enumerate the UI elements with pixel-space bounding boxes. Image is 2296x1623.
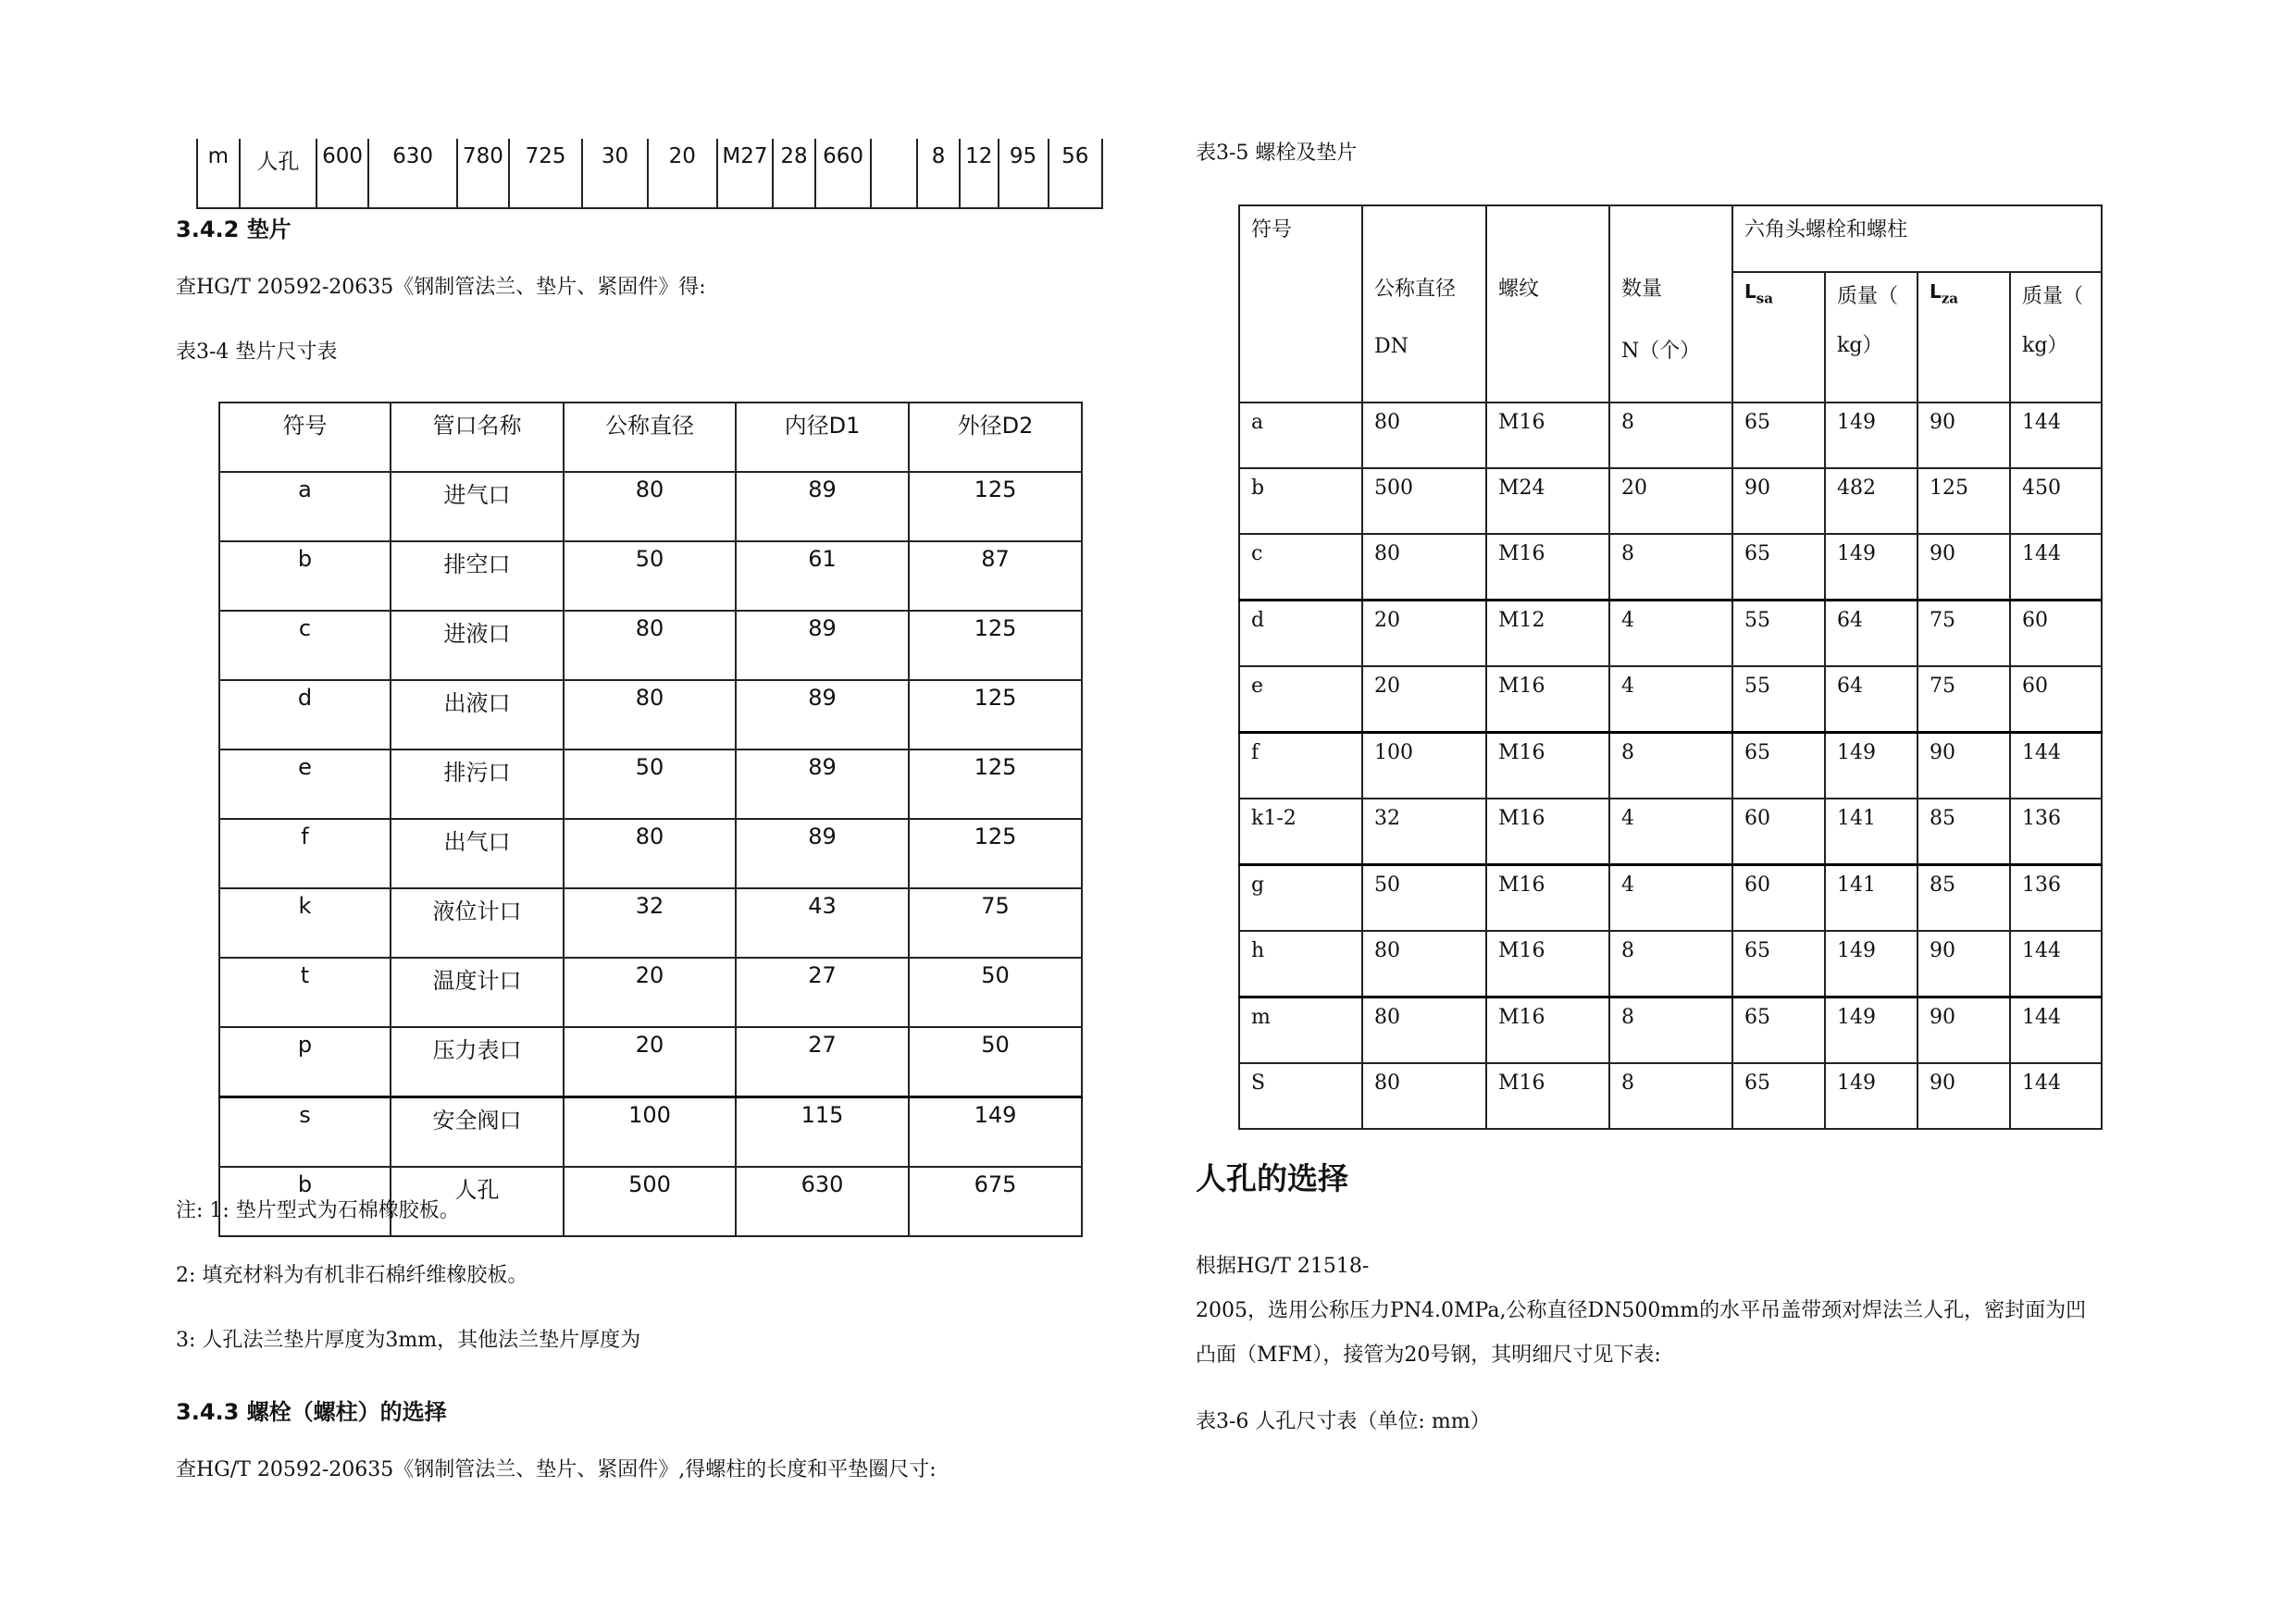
header-lsa-sub: sa bbox=[1756, 290, 1773, 307]
manhole-paragraph-line-2: 2005，选用公称压力PN4.0MPa,公称直径DN500mm的水平吊盖带颈对焊法兰人孔，密封面为凹 bbox=[1196, 1299, 2087, 1322]
table-cell: 144 bbox=[2010, 534, 2102, 601]
table-row bbox=[1239, 534, 2102, 601]
header-quantity-line-1: 数量 bbox=[1621, 278, 1663, 301]
header-mass-1-line-1: 质量（ bbox=[1837, 285, 1899, 309]
table-cell: 144 bbox=[2010, 931, 2102, 997]
header-symbol-text: 符号 bbox=[1251, 218, 1293, 242]
table-cell: 4 bbox=[1609, 799, 1732, 865]
table-row bbox=[1239, 997, 2102, 1064]
table-cell: 64 bbox=[1825, 666, 1917, 733]
table-header-row bbox=[219, 403, 1082, 472]
header-lza-sub: za bbox=[1941, 290, 1958, 307]
table-cell: 4 bbox=[1609, 865, 1732, 932]
table-row bbox=[1239, 403, 2102, 468]
header-lza-main: L bbox=[1930, 280, 1942, 304]
table-cell: 8 bbox=[1609, 1063, 1732, 1129]
table-cell: g bbox=[1239, 865, 1362, 932]
table-cell: M16 bbox=[1486, 931, 1609, 997]
table-cell: 32 bbox=[564, 888, 736, 958]
table-cell: 压力表口 bbox=[391, 1027, 564, 1097]
table-row bbox=[197, 139, 1102, 208]
table-cell: d bbox=[1239, 601, 1362, 667]
table-cell: 65 bbox=[1732, 534, 1825, 601]
table-cell: 55 bbox=[1732, 601, 1825, 667]
table-cell: 80 bbox=[1362, 534, 1486, 601]
table-cell: 80 bbox=[564, 611, 736, 680]
table-cell: 660 bbox=[815, 139, 871, 208]
table-cell: 8 bbox=[1609, 733, 1732, 799]
table-cell: 87 bbox=[909, 541, 1082, 611]
table-cell: 50 bbox=[909, 1027, 1082, 1097]
table-cell: 89 bbox=[736, 611, 909, 680]
table-cell: 80 bbox=[564, 680, 736, 750]
table-row bbox=[219, 958, 1082, 1027]
table-cell: 出液口 bbox=[391, 680, 564, 750]
table-cell: M16 bbox=[1486, 403, 1609, 468]
table-cell: a bbox=[219, 472, 391, 541]
table-cell: 8 bbox=[1609, 997, 1732, 1064]
table-cell: 144 bbox=[2010, 403, 2102, 468]
table-cell: 27 bbox=[736, 1027, 909, 1097]
table-cell: 125 bbox=[909, 750, 1082, 819]
table-cell: 65 bbox=[1732, 733, 1825, 799]
table-cell: 75 bbox=[909, 888, 1082, 958]
table-cell: 115 bbox=[736, 1097, 909, 1168]
table-cell: 75 bbox=[1917, 666, 2010, 733]
table-cell: 80 bbox=[564, 819, 736, 888]
table-row bbox=[219, 611, 1082, 680]
table-cell: 27 bbox=[736, 958, 909, 1027]
table-cell: 90 bbox=[1917, 403, 2010, 468]
table-cell: 149 bbox=[1825, 733, 1917, 799]
table-cell: 90 bbox=[1917, 733, 2010, 799]
table-cell: 95 bbox=[999, 139, 1049, 208]
table-cell: 630 bbox=[368, 139, 457, 208]
table-cell: M16 bbox=[1486, 666, 1609, 733]
table-cell: 出气口 bbox=[391, 819, 564, 888]
table-cell: M12 bbox=[1486, 601, 1609, 667]
table-cell: M16 bbox=[1486, 733, 1609, 799]
header-hex-bolt-group bbox=[1732, 205, 2102, 272]
table-cell: 65 bbox=[1732, 403, 1825, 468]
manhole-dimension-row-table bbox=[196, 139, 1103, 209]
manhole-paragraph-line-3: 凸面（MFM），接管为20号钢，其明细尺寸见下表: bbox=[1196, 1344, 1661, 1367]
table-cell: 65 bbox=[1732, 997, 1825, 1064]
table-cell: 85 bbox=[1917, 799, 2010, 865]
table-row bbox=[219, 1027, 1082, 1097]
table-cell: 60 bbox=[2010, 666, 2102, 733]
table-cell: 450 bbox=[2010, 468, 2102, 534]
section-heading-3-4-2: 3.4.2 垫片 bbox=[176, 217, 292, 242]
header-dn-line-1: 公称直径 bbox=[1374, 278, 1457, 301]
table-cell: 8 bbox=[1609, 931, 1732, 997]
table-row bbox=[219, 680, 1082, 750]
table-cell: 进液口 bbox=[391, 611, 564, 680]
table-cell: 144 bbox=[2010, 733, 2102, 799]
table-cell: d bbox=[219, 680, 391, 750]
table-cell: 液位计口 bbox=[391, 888, 564, 958]
table-cell: 600 bbox=[316, 139, 368, 208]
table-cell: 85 bbox=[1917, 865, 2010, 932]
table-row bbox=[219, 541, 1082, 611]
table-cell: b bbox=[219, 541, 391, 611]
table-cell: s bbox=[219, 1097, 391, 1168]
table-cell: 144 bbox=[2010, 997, 2102, 1064]
table-row bbox=[1239, 1063, 2102, 1129]
table-cell: 温度计口 bbox=[391, 958, 564, 1027]
table-cell: 64 bbox=[1825, 601, 1917, 667]
header-thread bbox=[1486, 205, 1609, 403]
header-thread-text: 螺纹 bbox=[1498, 278, 1540, 301]
table-cell: k1-2 bbox=[1239, 799, 1362, 865]
section-heading-3-4-3: 3.4.3 螺栓（螺柱）的选择 bbox=[176, 1399, 447, 1425]
table-cell: 20 bbox=[1362, 666, 1486, 733]
header-mass-2-line-2: kg） bbox=[2022, 334, 2068, 358]
table-header-cell: 管口名称 bbox=[391, 403, 564, 472]
table-row bbox=[1239, 601, 2102, 667]
table-cell: 43 bbox=[736, 888, 909, 958]
table-cell: c bbox=[1239, 534, 1362, 601]
table-row bbox=[1239, 468, 2102, 534]
table-cell: 125 bbox=[909, 472, 1082, 541]
table-cell: M16 bbox=[1486, 1063, 1609, 1129]
table-cell: 60 bbox=[2010, 601, 2102, 667]
table-cell: 人孔 bbox=[240, 139, 316, 208]
table-cell: 141 bbox=[1825, 799, 1917, 865]
table-header-cell: 符号 bbox=[219, 403, 391, 472]
table-row bbox=[219, 888, 1082, 958]
reference-paragraph-2: 查HG/T 20592-20635《钢制管法兰、垫片、紧固件》,得螺柱的长度和平垫圈尺寸: bbox=[176, 1458, 937, 1481]
table-cell: 80 bbox=[1362, 931, 1486, 997]
header-dn bbox=[1362, 205, 1486, 403]
table-cell: 149 bbox=[1825, 997, 1917, 1064]
table-cell: 50 bbox=[564, 541, 736, 611]
header-quantity-line-2: N（个） bbox=[1621, 340, 1701, 363]
table-row bbox=[1239, 799, 2102, 865]
table-cell: 60 bbox=[1732, 865, 1825, 932]
table-cell: 80 bbox=[564, 472, 736, 541]
table-cell: p bbox=[219, 1027, 391, 1097]
table-cell: 20 bbox=[648, 139, 717, 208]
table-cell: 55 bbox=[1732, 666, 1825, 733]
table-cell: 61 bbox=[736, 541, 909, 611]
header-hex-bolt-text: 六角头螺栓和螺柱 bbox=[1744, 218, 1908, 242]
table-cell: f bbox=[219, 819, 391, 888]
table-row bbox=[1239, 666, 2102, 733]
table-cell: 149 bbox=[1825, 403, 1917, 468]
table-cell: a bbox=[1239, 403, 1362, 468]
table-cell: 28 bbox=[773, 139, 815, 208]
table-cell: 89 bbox=[736, 472, 909, 541]
header-mass-1-line-2: kg） bbox=[1837, 334, 1883, 358]
table-cell: 630 bbox=[736, 1167, 909, 1236]
bolt-and-gasket-table bbox=[1238, 204, 2103, 1130]
table-cell: 4 bbox=[1609, 666, 1732, 733]
table-cell: m bbox=[197, 139, 240, 208]
table-3-6-caption: 表3-6 人孔尺寸表（单位: mm） bbox=[1196, 1410, 1491, 1433]
table-cell: 进气口 bbox=[391, 472, 564, 541]
table-cell: 125 bbox=[909, 611, 1082, 680]
table-row bbox=[219, 819, 1082, 888]
table-row bbox=[1239, 931, 2102, 997]
table-cell: 65 bbox=[1732, 931, 1825, 997]
table-cell: 100 bbox=[1362, 733, 1486, 799]
gasket-size-table bbox=[218, 402, 1083, 1237]
table-header-cell: 外径D2 bbox=[909, 403, 1082, 472]
header-mass-1 bbox=[1825, 272, 1917, 403]
manhole-selection-heading: 人孔的选择 bbox=[1196, 1160, 1348, 1196]
table-cell: 90 bbox=[1732, 468, 1825, 534]
table-cell: 50 bbox=[909, 958, 1082, 1027]
header-mass-2 bbox=[2010, 272, 2102, 403]
table-cell: 675 bbox=[909, 1167, 1082, 1236]
table-cell: 89 bbox=[736, 750, 909, 819]
table-cell: t bbox=[219, 958, 391, 1027]
table-cell: M16 bbox=[1486, 997, 1609, 1064]
note-1: 注: 1: 垫片型式为石棉橡胶板。 bbox=[176, 1199, 460, 1222]
table-3-5-caption: 表3-5 螺栓及垫片 bbox=[1196, 142, 1358, 165]
table-cell: 20 bbox=[1609, 468, 1732, 534]
reference-paragraph: 查HG/T 20592-20635《钢制管法兰、垫片、紧固件》得: bbox=[176, 276, 706, 299]
header-lsa-main: L bbox=[1744, 280, 1756, 304]
table-cell: b bbox=[219, 1167, 391, 1236]
table-cell: 90 bbox=[1917, 997, 2010, 1064]
table-cell: 149 bbox=[909, 1097, 1082, 1168]
table-cell: f bbox=[1239, 733, 1362, 799]
table-cell: 排空口 bbox=[391, 541, 564, 611]
table-cell: 482 bbox=[1825, 468, 1917, 534]
table-3-4-caption: 表3-4 垫片尺寸表 bbox=[176, 341, 338, 364]
table-cell: e bbox=[219, 750, 391, 819]
table-cell: 排污口 bbox=[391, 750, 564, 819]
table-cell: 56 bbox=[1049, 139, 1102, 208]
table-row bbox=[1239, 865, 2102, 932]
table-header-cell: 公称直径 bbox=[564, 403, 736, 472]
table-row bbox=[1239, 733, 2102, 799]
table-cell: 80 bbox=[1362, 1063, 1486, 1129]
table-row bbox=[219, 472, 1082, 541]
table-cell: 90 bbox=[1917, 534, 2010, 601]
table-cell: 125 bbox=[909, 819, 1082, 888]
table-cell: 125 bbox=[909, 680, 1082, 750]
header-mass-2-line-1: 质量（ bbox=[2022, 285, 2084, 309]
table-cell: 50 bbox=[564, 750, 736, 819]
table-cell: 20 bbox=[564, 958, 736, 1027]
table-cell: 90 bbox=[1917, 931, 2010, 997]
table-cell: 144 bbox=[2010, 1063, 2102, 1129]
table-cell: 80 bbox=[1362, 403, 1486, 468]
table-cell: 500 bbox=[1362, 468, 1486, 534]
table-header-row bbox=[1239, 205, 2102, 272]
table-cell: 149 bbox=[1825, 534, 1917, 601]
table-cell: M16 bbox=[1486, 534, 1609, 601]
table-cell: m bbox=[1239, 997, 1362, 1064]
table-cell: 人孔 bbox=[391, 1167, 564, 1236]
table-cell: 89 bbox=[736, 819, 909, 888]
table-cell: 89 bbox=[736, 680, 909, 750]
note-3: 3: 人孔法兰垫片厚度为3mm，其他法兰垫片厚度为 bbox=[176, 1329, 641, 1352]
table-cell: e bbox=[1239, 666, 1362, 733]
table-cell: 75 bbox=[1917, 601, 2010, 667]
table-cell: h bbox=[1239, 931, 1362, 997]
table-cell: S bbox=[1239, 1063, 1362, 1129]
table-cell: c bbox=[219, 611, 391, 680]
table-cell: 136 bbox=[2010, 865, 2102, 932]
table-row bbox=[219, 1097, 1082, 1168]
table-cell: 780 bbox=[457, 139, 509, 208]
table-cell: 125 bbox=[1917, 468, 2010, 534]
table-cell: 4 bbox=[1609, 601, 1732, 667]
table-cell: 100 bbox=[564, 1097, 736, 1168]
table-cell: 32 bbox=[1362, 799, 1486, 865]
table-cell: 20 bbox=[564, 1027, 736, 1097]
table-cell: 725 bbox=[509, 139, 582, 208]
table-cell: 90 bbox=[1917, 1063, 2010, 1129]
table-cell: 12 bbox=[960, 139, 999, 208]
table-cell: M24 bbox=[1486, 468, 1609, 534]
table-cell: k bbox=[219, 888, 391, 958]
header-quantity bbox=[1609, 205, 1732, 403]
manhole-paragraph-line-1: 根据HG/T 21518- bbox=[1196, 1255, 1370, 1278]
table-cell: M27 bbox=[717, 139, 773, 208]
table-cell: M16 bbox=[1486, 799, 1609, 865]
table-cell: 149 bbox=[1825, 1063, 1917, 1129]
table-cell: M16 bbox=[1486, 865, 1609, 932]
table-cell: 500 bbox=[564, 1167, 736, 1236]
table-cell: 149 bbox=[1825, 931, 1917, 997]
header-dn-line-2: DN bbox=[1374, 335, 1409, 358]
header-lza bbox=[1917, 272, 2010, 403]
note-2: 2: 填充材料为有机非石棉纤维橡胶板。 bbox=[176, 1264, 528, 1287]
header-symbol bbox=[1239, 205, 1362, 403]
table-row bbox=[219, 750, 1082, 819]
table-cell: 30 bbox=[582, 139, 648, 208]
table-cell: 20 bbox=[1362, 601, 1486, 667]
header-lsa bbox=[1732, 272, 1825, 403]
table-cell: 65 bbox=[1732, 1063, 1825, 1129]
table-cell bbox=[871, 139, 917, 208]
table-cell: 安全阀口 bbox=[391, 1097, 564, 1168]
table-cell: 8 bbox=[1609, 534, 1732, 601]
table-cell: 80 bbox=[1362, 997, 1486, 1064]
table-cell: 8 bbox=[1609, 403, 1732, 468]
table-cell: 136 bbox=[2010, 799, 2102, 865]
table-cell: b bbox=[1239, 468, 1362, 534]
table-cell: 50 bbox=[1362, 865, 1486, 932]
table-cell: 141 bbox=[1825, 865, 1917, 932]
table-header-cell: 内径D1 bbox=[736, 403, 909, 472]
table-cell: 8 bbox=[917, 139, 960, 208]
table-cell: 60 bbox=[1732, 799, 1825, 865]
